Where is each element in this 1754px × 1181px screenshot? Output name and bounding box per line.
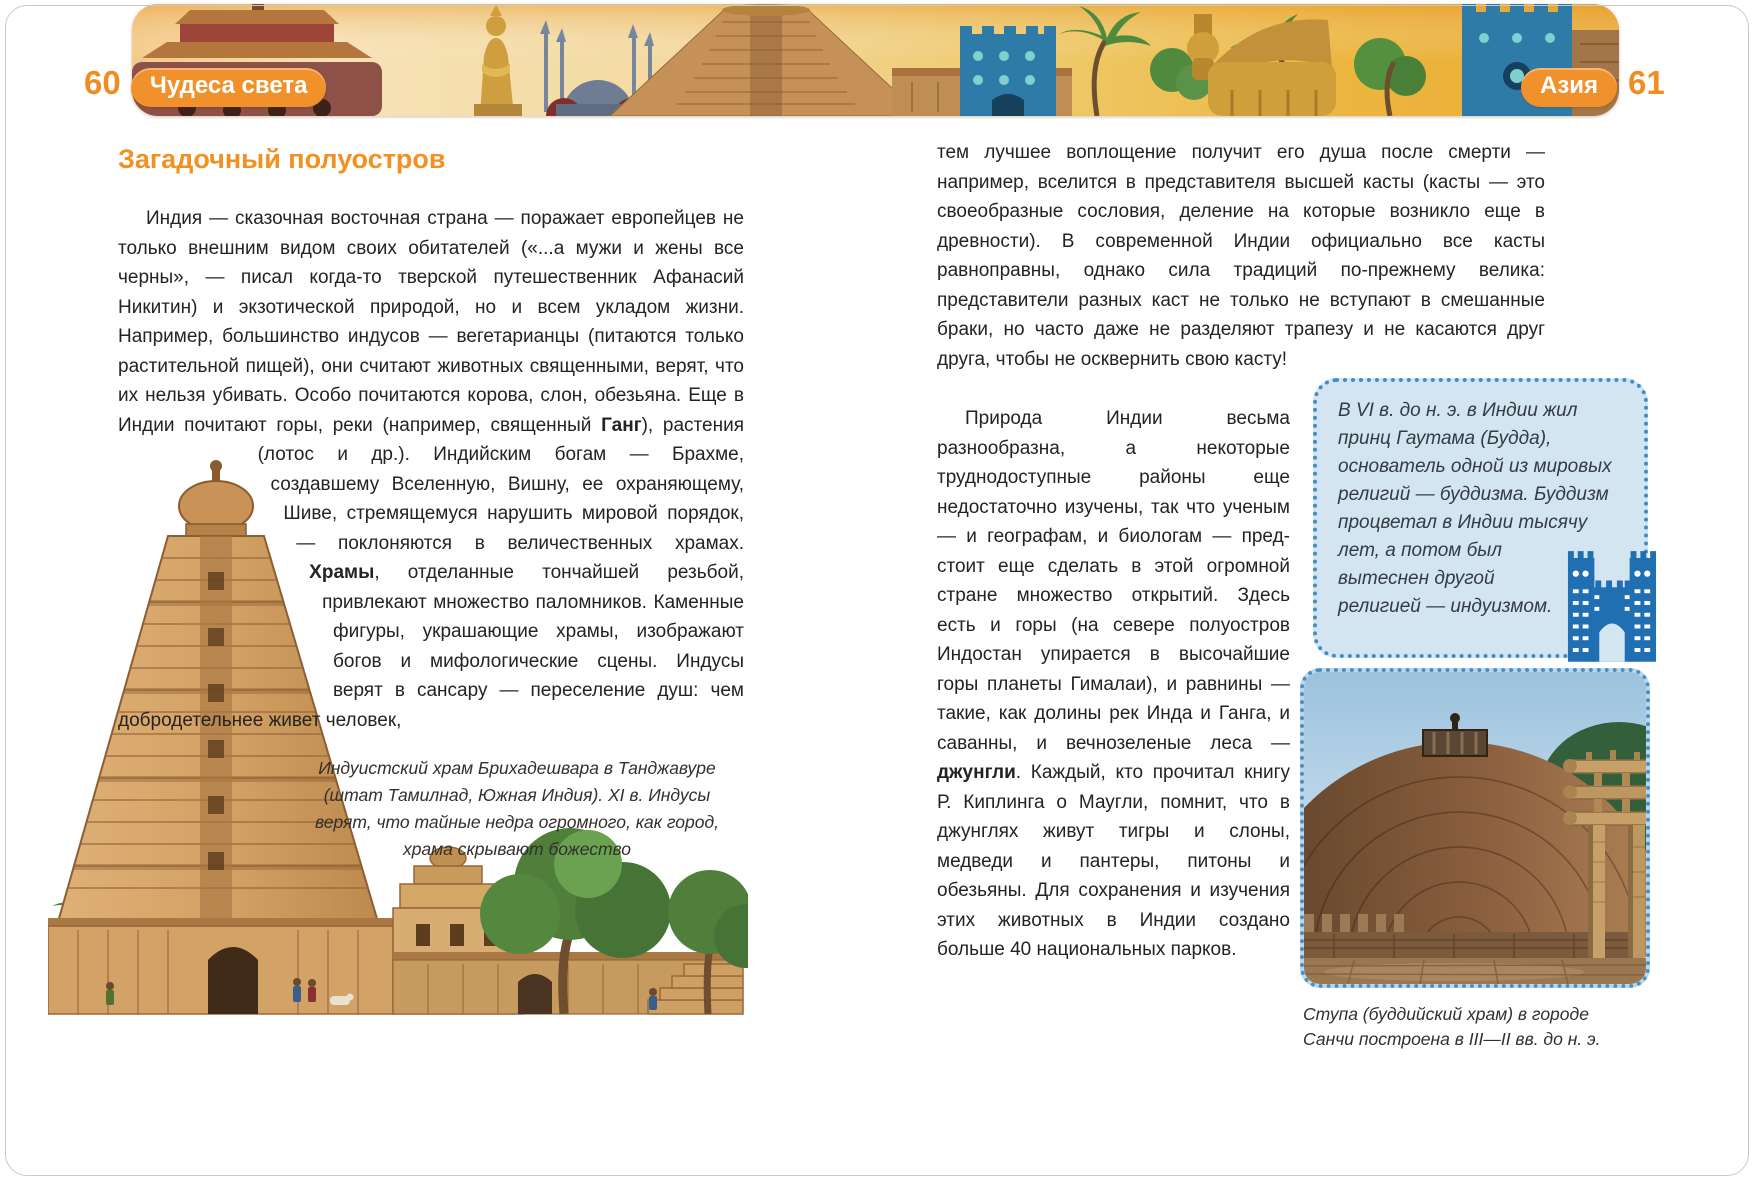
left-page-number: 60	[84, 64, 121, 101]
region-badge: Азия	[1521, 68, 1617, 107]
ishtar-wall-icon	[960, 26, 1056, 116]
stupa-photo	[1300, 668, 1650, 988]
fact-box	[1313, 378, 1648, 658]
fact-box-text: В VI в. до н. э. в Индии жил принц Гаутама (Будда), основатель одной из мировых религий — буддизма. Буддизм процветал в Индии тысячу лет, а потом был вытеснен другой религией — индуизмом.	[1338, 397, 1628, 621]
gate-icon	[1566, 544, 1658, 662]
series-badge: Чудеса света	[131, 68, 326, 107]
right-page-number: 61	[1628, 64, 1665, 101]
left-text-column	[118, 204, 744, 863]
article-heading: Загадочный полуостров	[118, 144, 446, 174]
banner-illustration	[132, 4, 1619, 116]
temple-caption: Индуистский храм Брихадешвара в Танджавуре (штат Тамилнад, Южная Индия). XI в. Индусы верят, что тайные недра огромного, как город, храма скрывают божество	[315, 758, 719, 859]
article-paragraph: Индия — сказочная восточная страна — поражает европейцев не только внешним видом своих обитателей («...а мужи и жены все черны», — писал когда-то тверской путешественник Афанасий Никитин) и экзотической природой, но и всем укладом жизни. Например, большинство индусов — вегетарианцы (питаются только растительной пищей), они считают животных священными, верят, что их нельзя убивать. Особо почитаются корова, слон, обезьяна. Еще в Индии почитают горы, реки (например, священный Ганг), растения (лотос и др.). Индийским богам — Брахме, создавшему Вселенную, Вишну, ее охраняющему, Шиве, стремящемуся нарушить мировой порядок, — поклоняются в величественных храмах. Храмы, отделанные тончайшей резьбой, привлекают множество паломников. Каменные фигуры, украшающие храмы, изображают богов и мифологические сцены. Индусы верят в сансару — переселение душ: чем добродетельнее живет человек,	[118, 204, 744, 735]
nature-paragraph: Природа Индии весьма разнообразна, а некоторые труднодоступные районы еще недостаточно изучены, так что ученым — и географам, и биологам — предстоит еще сделать в этой огромной стране множество открытий. Здесь есть и горы (на севере полуостров Индостан упирается в высочайшие горы планеты Гималаи), и равнины — такие, как долины рек Инда и Ганга, и саванны, и вечнозеленые леса — джунгли. Каждый, кто прочитал книгу Р. Киплинга о Маугли, помнит, что в джунглях живут тигры и слоны, медведи и пантеры, питоны и обезьяны. Для сохранения и изучения этих животных в Индии создано больше 40 национальных парков.	[937, 408, 1290, 960]
stupa-caption: Ступа (буддийский храм) в городе Санчи построена в III—II вв. до н. э.	[1303, 1004, 1601, 1049]
continuation-paragraph: тем лучшее воплощение получит его душа после смерти — например, вселится в представителя высшей касты (касты — это своеобразные сословия, деление на которые возникло еще в древности). В современной Индии официально все касты равноправны, однако сила традиций по-прежнему велика: представители разных каст не только не вступают в смешанные браки, но часто даже не разделяют трапезу и не касаются друг друга, чтобы не осквернить свою касту!	[937, 142, 1545, 370]
